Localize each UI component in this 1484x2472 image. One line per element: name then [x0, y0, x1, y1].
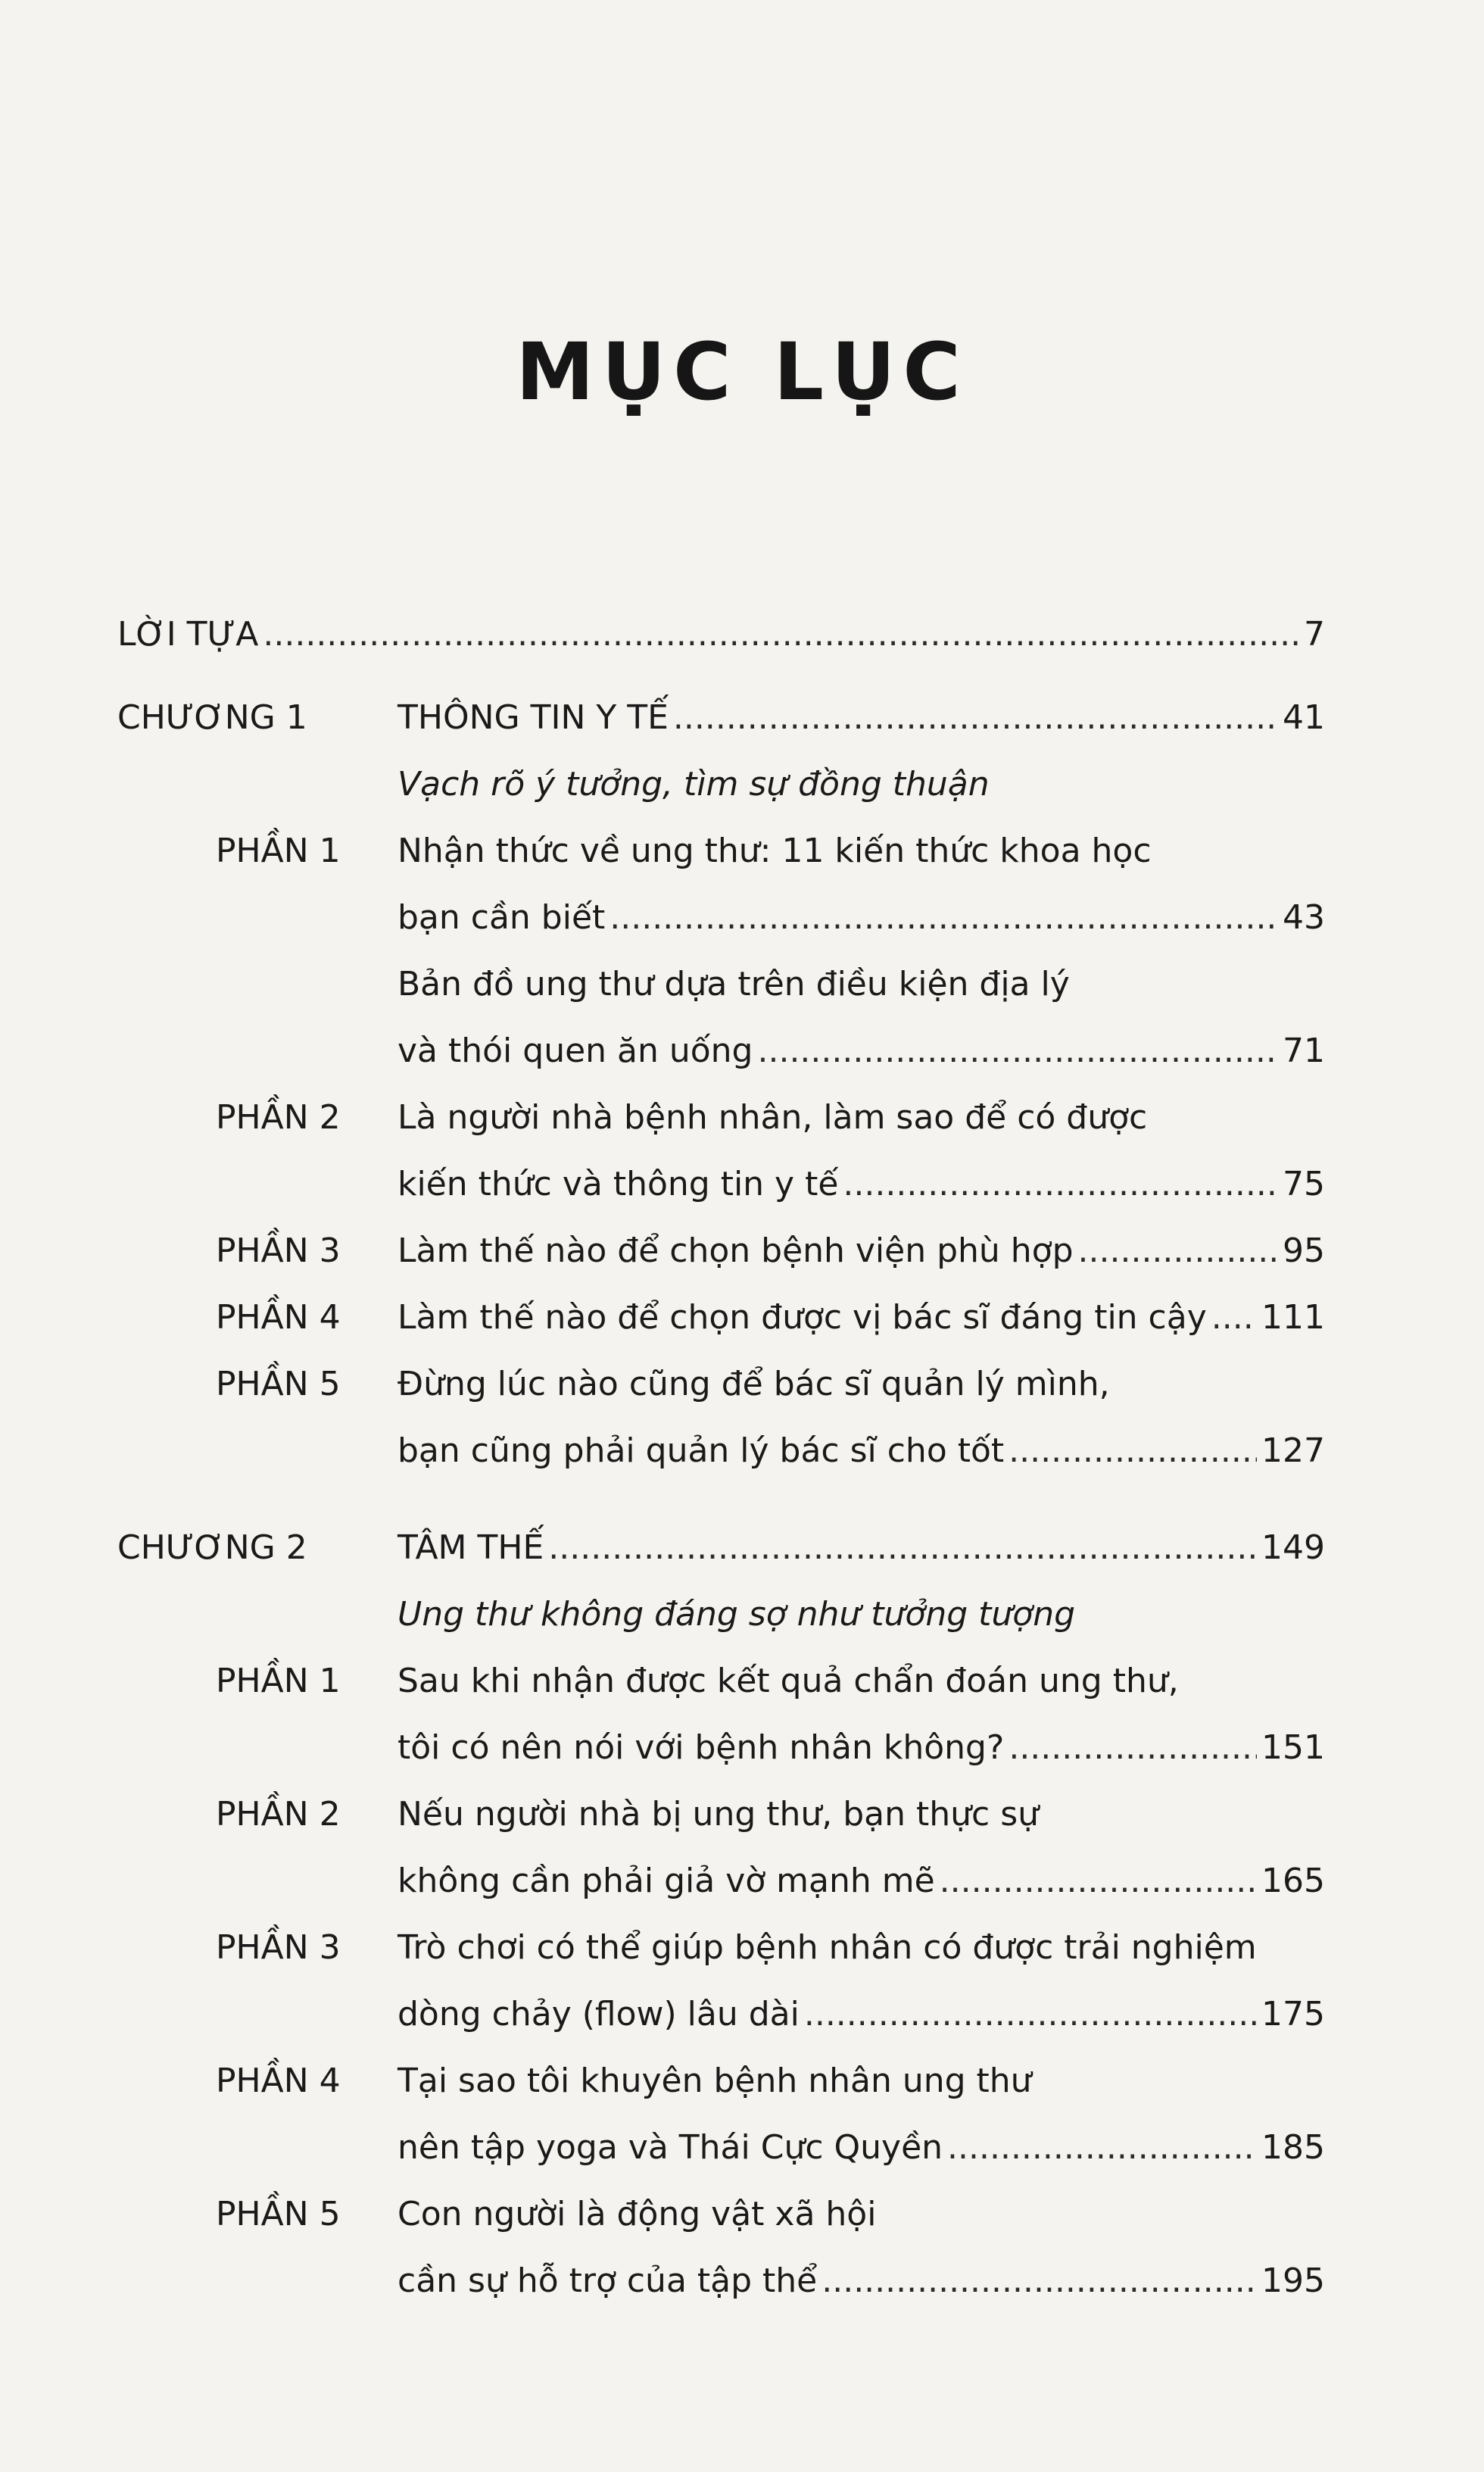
page-number: 165	[1261, 1862, 1325, 1900]
entry-text	[398, 1288, 1325, 1348]
toc-line	[0, 1784, 1484, 1845]
toc-line	[0, 1584, 1484, 1645]
page-number: 7	[1304, 615, 1325, 654]
page-number: 95	[1283, 1231, 1325, 1270]
toc-line	[0, 2184, 1484, 2245]
part-label: PHẦN 2	[216, 1795, 341, 1834]
toc-line	[0, 888, 1484, 948]
toc-line	[0, 821, 1484, 882]
chapter-label: CHƯƠNG 1	[117, 698, 307, 737]
chapter-heading	[0, 688, 1484, 748]
dot-leader	[1009, 1421, 1257, 1481]
entry-text	[398, 1518, 1325, 1578]
toc-line	[0, 1421, 1484, 1481]
entry-text-line: Trò chơi có thể giúp bệnh nhân có được trải nghiệm	[398, 1928, 1257, 1967]
entry-text-line: Con người là động vật xã hội	[398, 2195, 877, 2233]
chapter-label: CHƯƠNG 2	[117, 1528, 307, 1567]
dot-leader	[548, 1518, 1257, 1578]
dot-leader	[804, 1984, 1257, 2045]
page-number: 151	[1261, 1728, 1325, 1767]
dot-leader	[757, 1021, 1278, 1082]
entry-title: kiến thức và thông tin y tế	[398, 1165, 839, 1203]
toc-line	[0, 1221, 1484, 1281]
entry-title: Làm thế nào để chọn bệnh viện phù hợp	[398, 1231, 1074, 1270]
page-number: 149	[1261, 1528, 1325, 1567]
toc-line	[0, 1021, 1484, 1082]
part-label: PHẦN 4	[216, 2062, 341, 2100]
entry-title: cần sự hỗ trợ của tập thể	[398, 2261, 818, 2300]
dot-leader	[1078, 1221, 1278, 1281]
toc-line	[0, 954, 1484, 1015]
dot-leader	[1211, 1288, 1257, 1348]
entry-title: TÂM THẾ	[398, 1528, 544, 1567]
toc-line	[0, 1651, 1484, 1712]
entry-text-line: Tại sao tôi khuyên bệnh nhân ung thư	[398, 2062, 1032, 2100]
entry-text	[398, 2118, 1325, 2178]
page-number: 127	[1261, 1431, 1325, 1470]
entry-title: dòng chảy (flow) lâu dài	[398, 1995, 800, 2033]
dot-leader	[610, 888, 1278, 948]
part-label: PHẦN 1	[216, 832, 341, 870]
entry-text	[398, 1984, 1325, 2045]
page-number: 185	[1261, 2128, 1325, 2167]
entry-text	[398, 2251, 1325, 2311]
toc-line	[0, 1154, 1484, 1215]
toc-line	[0, 604, 1484, 665]
dot-leader	[673, 688, 1278, 748]
entry-title: không cần phải giả vờ mạnh mẽ	[398, 1862, 935, 1900]
toc-line	[0, 2118, 1484, 2178]
toc-line	[0, 1088, 1484, 1148]
entry-text-line: Sau khi nhận được kết quả chẩn đoán ung thư,	[398, 1662, 1179, 1700]
dot-leader	[822, 2251, 1257, 2311]
entry-title: tôi có nên nói với bệnh nhân không?	[398, 1728, 1005, 1767]
chapter-subtitle: Ung thư không đáng sợ như tưởng tượng	[398, 1595, 1076, 1634]
toc-line	[0, 2051, 1484, 2112]
part-label: PHẦN 5	[216, 2195, 341, 2233]
entry-text-line: Là người nhà bệnh nhân, làm sao để có được	[398, 1098, 1148, 1137]
entry-title: LỜI TỰA	[117, 615, 259, 654]
page-number: 71	[1283, 1032, 1325, 1070]
toc-line	[0, 1718, 1484, 1778]
entry-text-line: Nếu người nhà bị ung thư, bạn thực sự	[398, 1795, 1040, 1834]
page-number: 41	[1283, 698, 1325, 737]
page-number: 175	[1261, 1995, 1325, 2033]
toc-line	[0, 754, 1484, 815]
part-label: PHẦN 2	[216, 1098, 341, 1137]
toc-line	[0, 1851, 1484, 1912]
entry-text	[398, 888, 1325, 948]
entry-text-line: Đừng lúc nào cũng để bác sĩ quản lý mình,	[398, 1365, 1110, 1403]
toc-line	[0, 1918, 1484, 1978]
dot-leader	[940, 1851, 1257, 1912]
toc-line	[0, 1288, 1484, 1348]
page-number: 111	[1261, 1298, 1325, 1337]
page-number: 75	[1283, 1165, 1325, 1203]
dot-leader	[1009, 1718, 1257, 1778]
page-number: 195	[1261, 2261, 1325, 2300]
part-label: PHẦN 4	[216, 1298, 341, 1337]
dot-leader	[947, 2118, 1257, 2178]
toc-line	[0, 1354, 1484, 1415]
dot-leader	[843, 1154, 1278, 1215]
chapter-subtitle: Vạch rõ ý tưởng, tìm sự đồng thuận	[398, 765, 990, 804]
toc-line	[0, 2251, 1484, 2311]
entry-title: bạn cũng phải quản lý bác sĩ cho tốt	[398, 1431, 1005, 1470]
entry-title: và thói quen ăn uống	[398, 1032, 753, 1070]
entry-text	[398, 1221, 1325, 1281]
entry-title: Làm thế nào để chọn được vị bác sĩ đáng tin cậy	[398, 1298, 1207, 1337]
toc-line	[0, 1984, 1484, 2045]
entry-text	[117, 604, 1325, 665]
entry-text	[398, 1718, 1325, 1778]
entry-title: nên tập yoga và Thái Cực Quyền	[398, 2128, 943, 2167]
page-title: MỤC LỤC	[516, 326, 968, 418]
part-label: PHẦN 3	[216, 1928, 341, 1967]
part-label: PHẦN 3	[216, 1231, 341, 1270]
dot-leader	[263, 604, 1299, 665]
entry-text	[398, 1851, 1325, 1912]
entry-title: THÔNG TIN Y TẾ	[398, 698, 669, 737]
entry-text-line: Bản đồ ung thư dựa trên điều kiện địa lý	[398, 965, 1070, 1003]
chapter-heading	[0, 1518, 1484, 1578]
entry-text	[398, 1154, 1325, 1215]
entry-text	[398, 1021, 1325, 1082]
entry-text	[398, 688, 1325, 748]
entry-text-line: Nhận thức về ung thư: 11 kiến thức khoa học	[398, 832, 1152, 870]
page-number: 43	[1283, 898, 1325, 937]
part-label: PHẦN 5	[216, 1365, 341, 1403]
entry-text	[398, 1421, 1325, 1481]
part-label: PHẦN 1	[216, 1662, 341, 1700]
entry-title: bạn cần biết	[398, 898, 606, 937]
